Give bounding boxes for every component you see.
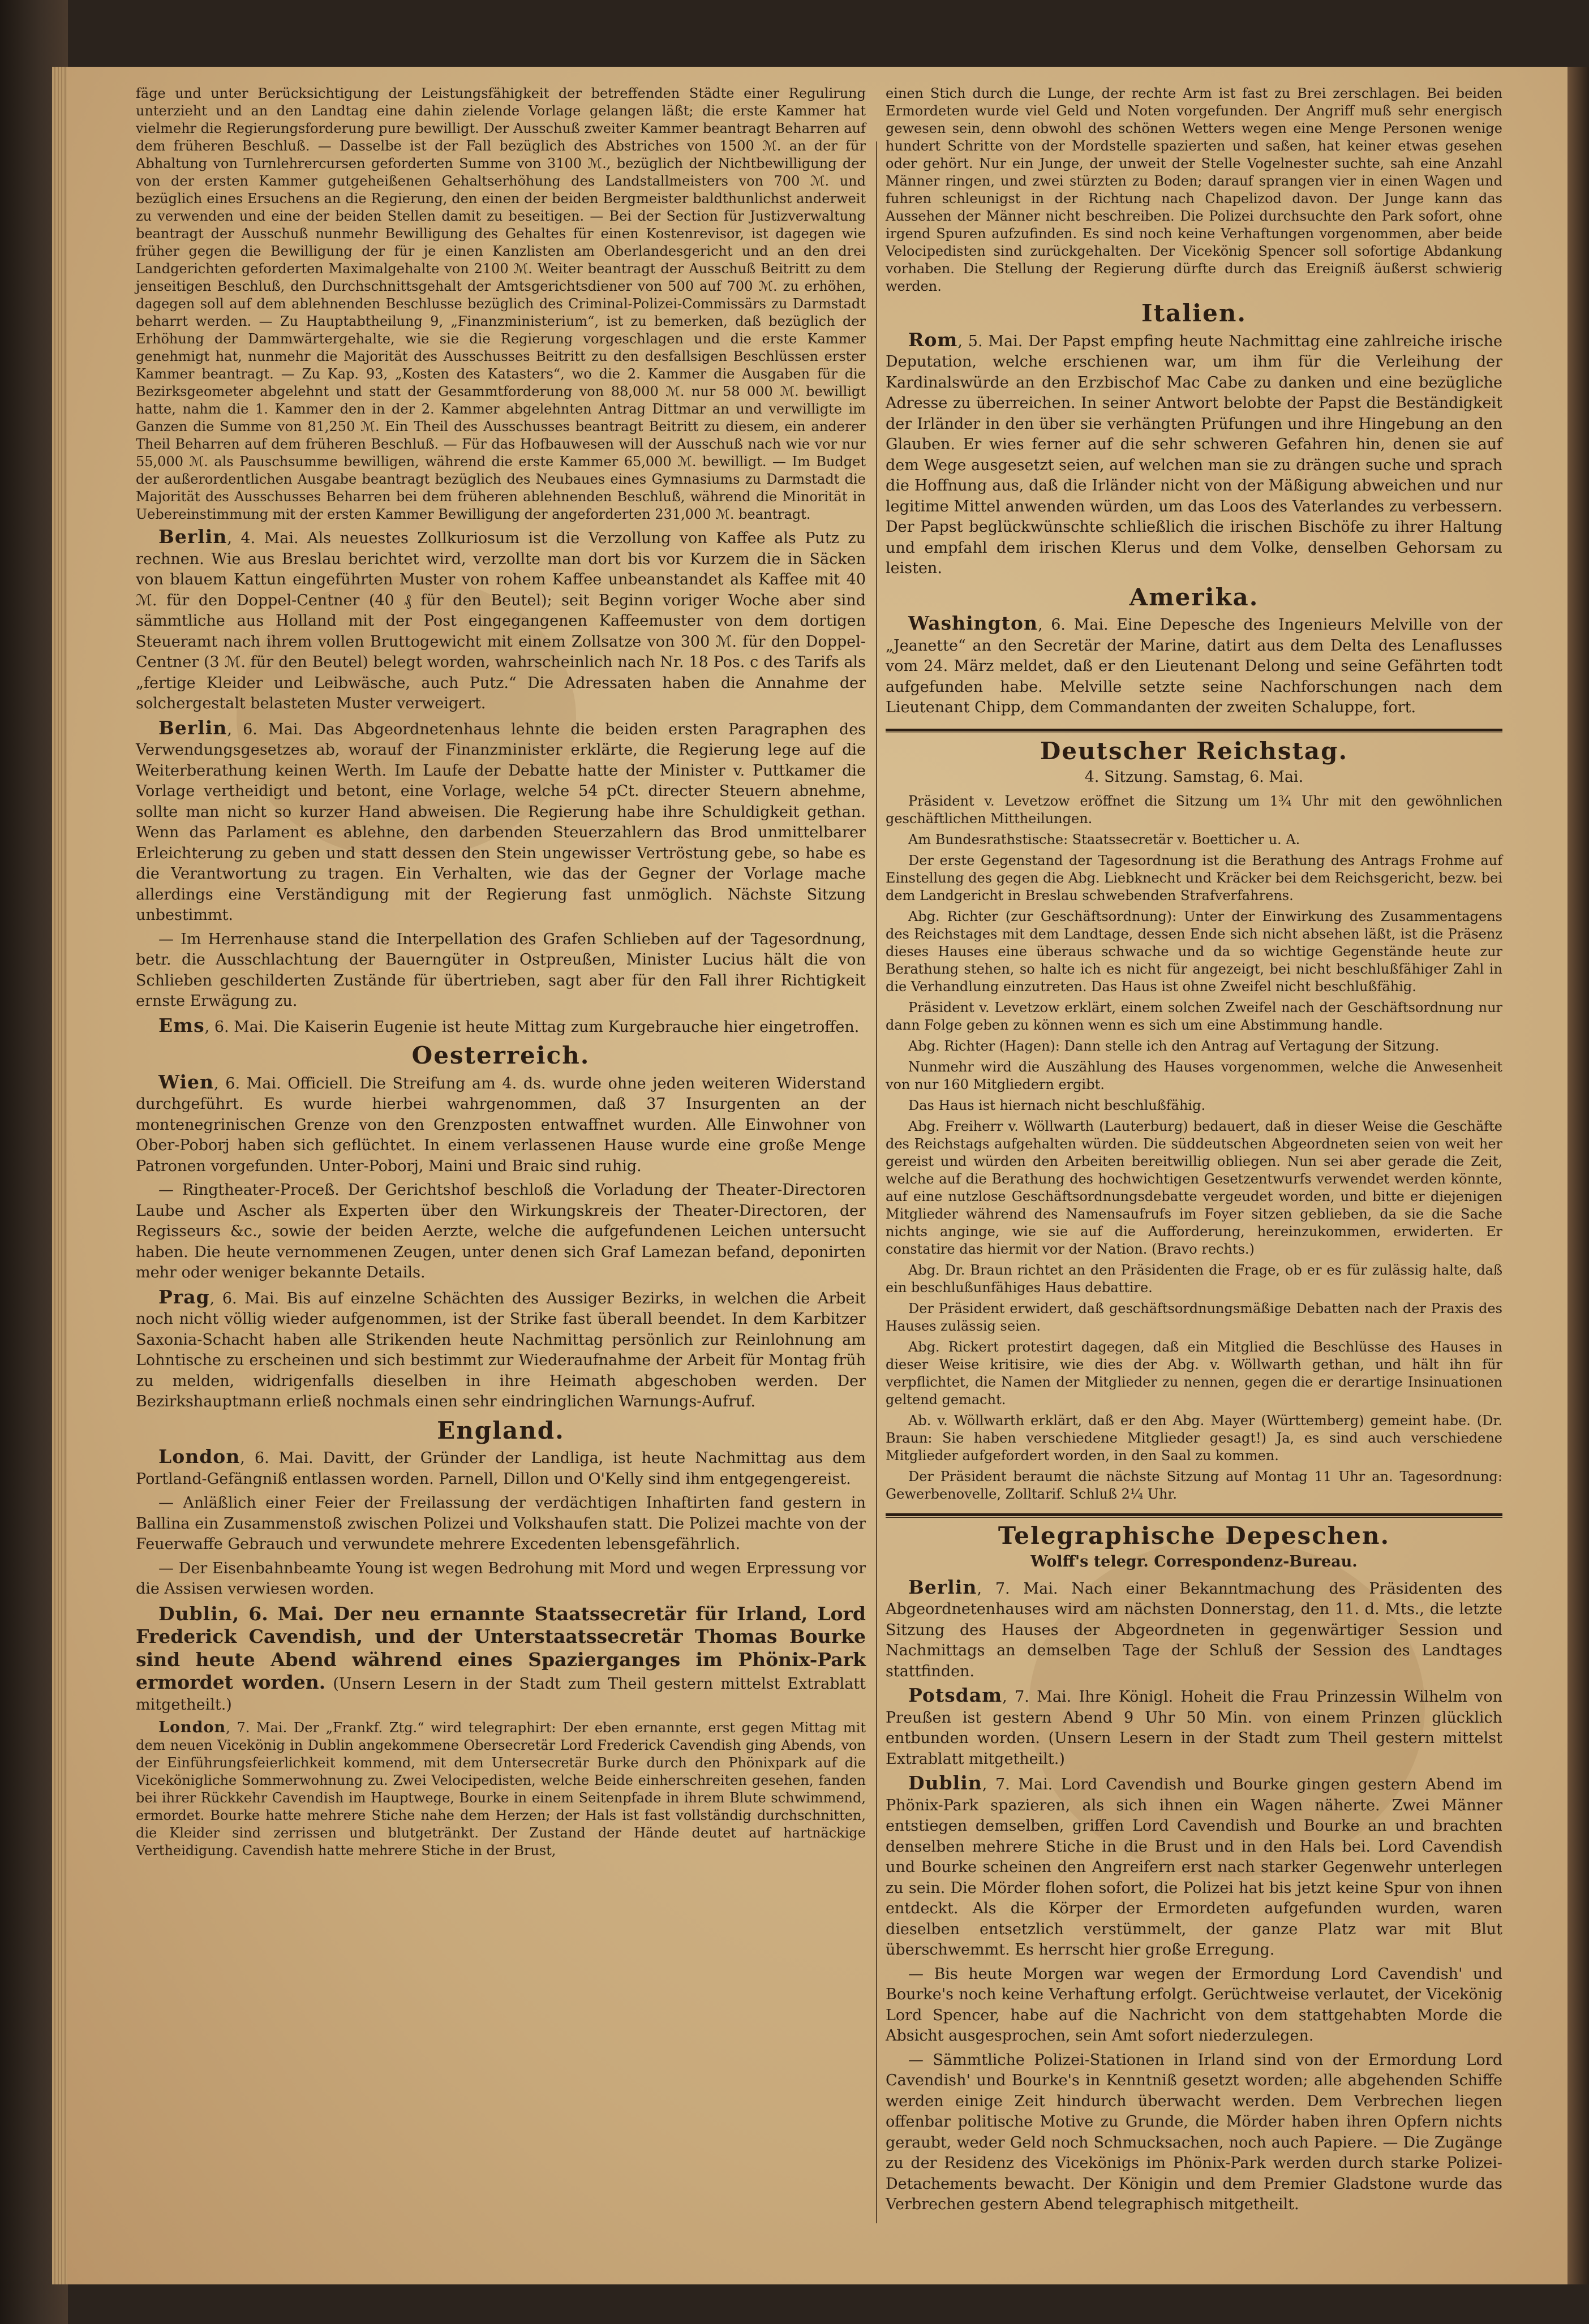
minutes-line: Abg. Freiherr v. Wöllwarth (Lauterburg) bedauert, daß in dieser Weise die Geschäfte des Reichstags aufgehalten würden. Die süddeutschen Abgeordneten seien von weit her gereist und würden den Arbeiten bereitwillig obliegen. Nun sei aber gerade die Zeit, welche auf die Berathung des hochwichtigen Gesetzentwurfs verwendet werden könnte, auf eine nutzlose Geschäftsordnungsdebatte vergeudet worden, und bitte er diejenigen Mitglieder während des Namensaufrufs im Foyer sitzen geblieben, da sie die Sache nichts anginge, wie sie auf die Aufforderung, hereinzukommen, erwiderten. Er constatire das hiermit vor der Nation. (Bravo rechts.) — [886, 1118, 1502, 1257]
article-text: , 6. Mai. Eine Depesche des Ingenieurs Melville von der „Jeanette“ an den Secretär der Marine, datirt aus dem Delta des Lenaflusses vom 24. März meldet, daß er den Lieutenant Delong und seine Gefährten todt aufgefunden habe. Melville setzte seine Nachforschungen nach dem Lieutenant Chipp, dem Commandanten der zweiten Schaluppe, fort. — [886, 616, 1502, 716]
place-rom: Rom — [908, 328, 958, 351]
article-text: , 7. Mai. Ihre Königl. Hoheit die Frau Prinzessin Wilhelm von Preußen ist gestern Abend 9 Uhr 50 Min. von einem Prinzen glücklich entbunden worden. (Unsern Lesern in der Stadt zum Theil gestern mittelst Extrablatt mitgetheilt.) — [886, 1688, 1502, 1768]
article-text: , 6. Mai. Bis auf einzelne Schächten des Aussiger Bezirks, in welchen die Arbeit noch nicht völlig wieder aufgenommen, ist der Strike fast überall beendet. In dem Karbitzer Saxonia-Schacht haben alle Strikenden heute Nachmittag persönlich zur Reinlohnung am Lohntische zu erscheinen und sich bestimmt zur Wiederaufnahme der Arbeit für Montag früh zu melden, widrigenfalls dieselben in ihre Heimath abgeschoben werden. Der Bezirkshauptmann erließ nochmals einen sehr eindringlichen Warnungs-Aufruf. — [136, 1289, 866, 1410]
article-text: , 7. Mai. Lord Cavendish und Bourke gingen gestern Abend im Phönix-Park spazieren, als sich ihnen ein Wagen näherte. Zwei Männer entstiegen demselben, griffen Lord Cavendish und Bourke an und brachten denselben mehrere Stiche in die Brust und in den Hals bei. Lord Cavendish und Bourke scheinen den Angreifern erst nach starker Gegenwehr unterlegen zu sein. Die Mörder flohen sofort, die Polizei hat bis jetzt keine Spur von ihnen entdeckt. Als die Körper der Ermordeten aufgefunden wurden, waren dieselben entsetzlich verstümmelt, der ganze Platz war mit Blut überschwemmt. Es herrscht hier große Erregung. — [886, 1776, 1502, 1959]
place-wien: Wien — [158, 1070, 214, 1093]
minutes-line: Der erste Gegenstand der Tagesordnung ist die Berathung des Antrags Frohme auf Einstellung des gegen die Abg. Liebknecht und Kräcker bei dem Reichsgericht, bezw. bei dem Landgericht in Breslau schwebenden Strafverfahrens. — [886, 852, 1502, 903]
article-text: , 7. Mai. Nach einer Bekanntmachung des Präsidenten des Abgeordnetenhauses wird am nächsten Donnerstag, den 11. d. Mts., die letzte Sitzung des Hauses der Abgeordneten in gegenwärtiger Session und Nachmittags an demselben Tage der Schluß der Session des Landtages stattfinden. — [886, 1580, 1502, 1680]
place-washington: Washington — [908, 612, 1038, 634]
section-heading-england: England. — [437, 1416, 565, 1444]
article-london-6-mai — [136, 1447, 866, 1490]
continuation-paragraph: einen Stich durch die Lunge, der rechte Arm ist fast zu Brei zerschlagen. Bei beiden Ermordeten wurde viel Geld und Noten vorgefunden. Der Angriff muß sehr energisch gewesen sein, denn obwohl des schönen Wetters wegen eine Menge Personen wenige hundert Schritte von der Mordstelle spazierten und saßen, hat keiner etwas gesehen oder gehört. Nur ein Junge, der unweit der Stelle Vogelnester suchte, sah eine Anzahl Männer ringen, und zwei stürzten zu Boden; darauf sprangen vier in einen Wagen und fuhren schleunigst in der Richtung nach Chapelizod davon. Der Junge kann das Aussehen der Männer nicht beschreiben. Die Polizei durchsuchte den Park sofort, ohne irgend Spuren aufzufinden. Es sind noch keine Verhaftungen vorgenommen, aber beide Velocipedisten sind zurückgehalten. Der Vicekönig Spencer soll sofortige Abdankung vorhaben. Die Stellung der Regierung dürfte durch das Ereigniß äußerst schwierig werden. — [886, 85, 1502, 294]
place-berlin: Berlin — [158, 526, 227, 548]
section-rule — [886, 1513, 1502, 1518]
headline-murder: , 6. Mai. Der neu ernannte Staatssecretär für Irland, Lord Frederick Cavendish, und der Unterstaatssecretär Thomas Bourke sind heute Abend während eines Spazierganges im Phönix-Park ermordet worden. — [136, 1602, 866, 1693]
dublin-continuation — [886, 85, 1502, 295]
article-wien — [136, 1072, 866, 1177]
minutes-line: Ab. v. Wöllwarth erklärt, daß er den Abg. Mayer (Württemberg) gemeint habe. (Dr. Braun: Sie haben verschiedene Mitglieder gesagt!) Ja, es sind auch verschiedene Mitglieder aufgefordert worden, in den Saal zu kommen. — [886, 1412, 1502, 1464]
left-column — [136, 85, 866, 1863]
minutes-line: Am Bundesrathstische: Staatssecretär v. Boetticher u. A. — [908, 831, 1300, 847]
minutes-line: Abg. Richter (Hagen): Dann stelle ich den Antrag auf Vertagung der Sitzung. — [908, 1038, 1440, 1054]
session-subheading: 4. Sitzung. Samstag, 6. Mai. — [1084, 768, 1304, 786]
place-potsdam: Potsdam — [908, 1684, 1003, 1706]
budget-paragraph: fäge und unter Berücksichtigung der Leistungsfähigkeit der betreffenden Städte einer Regulirung unterzieht und an den Landtag eine dahin zielende Vorlage gelangen läßt; die erste Kammer hat vielmehr die Regierungsforderung pure bewilligt. Der Ausschuß zweiter Kammer beantragt Beharren auf dem früheren Beschluß. — Dasselbe ist der Fall bezüglich des Abstriches von 1500 ℳ. an der für Abhaltung von Turnlehrercursen geforderten Summe von 3100 ℳ., bezüglich der Nichtbewilligung der von der ersten Kammer gutgeheißenen Gehaltserhöhung des Landstallmeisters von 700 ℳ. und bezüglich eines Ersuchens an die Regierung, den einen der beiden Bergmeister baldthunlichst anderweit zu verwenden und eine der beiden Stellen damit zu beseitigen. — Bei der Section für Justizverwaltung beantragt der Ausschuß nunmehr Bewilligung des Gehaltes für einen Kostenrevisor, ist dagegen wie früher gegen die Bewilligung der für je einen Kanzlisten am Oberlandesgericht und an den drei Landgerichten geforderten Maximalgehalte von 2100 ℳ. Weiter beantragt der Ausschuß Beitritt zu dem jenseitigen Beschluß, den Durchschnittsgehalt der Amtsgerichtsdiener von 500 auf 700 ℳ. zu erhöhen, dagegen soll auf dem ablehnenden Beschlusse bezüglich des Criminal-Polizei-Commissärs zu Darmstadt beharrt werden. — Zu Hauptabtheilung 9, „Finanzministerium“, ist zu bemerken, daß bezüglich der Erhöhung der Dammwärtergehalte, wie sie die Regierung vorgeschlagen und die erste Kammer genehmigt hat, nunmehr die Majorität des Ausschusses Beitritt zu den desfallsigen Beschlüssen erster Kammer beantragt. — Zu Kap. 93, „Kosten des Katasters“, wo die 2. Kammer die Ausgaben für die Bezirksgeometer abgelehnt und statt der Gesammtforderung von 88,000 ℳ. nur 58 000 ℳ. bewilligt hatte, nahm die 1. Kammer den in der 2. Kammer abgelehnten Antrag Dittmar an und verwilligte im Ganzen die Summe von 81,250 ℳ. Ein Theil des Ausschusses beantragt Beitritt zu diesem, ein anderer Theil Beharren auf dem früheren Beschluß. — Für das Hofbauwesen will der Ausschuß nach wie vor nur 55,000 ℳ. als Pauschsumme bewilligen, während die erste Kammer 65,000 ℳ. bewilligt. — Im Budget der außerordentlichen Ausgabe beantragt bezüglich des Neubaues eines Gymnasiums zu Darmstadt die Majorität des Ausschusses Beharren bei dem früheren ablehnenden Beschluß, während die Minorität in Uebereinstimmung mit der ersten Kammer Bewilligung der angeforderten 231,000 ℳ. beantragt. — [136, 85, 866, 522]
article-text: , 6. Mai. Das Abgeordnetenhaus lehnte die beiden ersten Paragraphen des Verwendungsgesetzes ab, worauf der Finanzminister erklärte, die Regierung lege auf die Weiterberathung keinen Werth. Im Laufe der Debatte hatte der Minister v. Puttkamer die Vorlage vertheidigt und betont, eine Vorlage, welche 54 pCt. directer Steuern abnehme, sollte man nicht so kurzer Hand abweisen. Die Regierung habe ihre Schuldigkeit gethan. Wenn das Parlament es ablehne, den darbenden Steuerzahlern das Brod unmittelbarer Erleichterung zu geben und statt dessen den Stein ungewisser Vertröstung gebe, so habe es die Verantwortung zu tragen. Ein Verhalten, wie das der Gegner der Vorlage mache allerdings eine Verständigung mit der Regierung fast unmöglich. Nächste Sitzung unbestimmt. — [136, 720, 866, 924]
section-heading-reichstag: Deutscher Reichstag. — [1040, 737, 1348, 765]
article-washington — [886, 613, 1502, 718]
budget-article — [136, 85, 866, 523]
section-heading-telegraph: Telegraphische Depeschen. — [998, 1521, 1390, 1550]
bureau-subheading: Wolff's telegr. Correspondenz-Bureau. — [1030, 1553, 1358, 1570]
article-dublin-police: — Sämmtliche Polizei-Stationen in Irland sind von der Ermordung Lord Cavendish' und Bourke's in Kenntniß gesetzt worden; alle abgehenden Schiffe werden einige Zeit hindurch überwacht werden. Dem Verbrechen liegen offenbar politische Motive zu Grunde, die Mörder haben ihren Opfern nichts geraubt, weder Geld noch Schmucksachen, noch auch Papiere. — Die Zugänge zu der Residenz des Vicekönigs im Phönix-Park werden durch starke Polizei-Detachements bewacht. Der Königin und dem Premier Gladstone wurde das Verbrechen gestern Abend telegraphisch mitgetheilt. — [886, 2051, 1502, 2213]
reichstag-minutes — [886, 793, 1502, 1503]
article-ems — [136, 1015, 866, 1038]
article-ringtheater: — Ringtheater-Proceß. Der Gerichtshof beschloß die Vorladung der Theater-Directoren Laube und Ascher als Experten über den Wirkungskreis der Theater-Directoren, der Regisseurs &c., sowie der beiden Aerzte, welche die aufgefundenen Leichen untersucht haben. Die heute vernommenen Zeugen, unter denen sich Graf Lamezan befand, deponirten mehr oder weniger bekannte Details. — [136, 1181, 866, 1281]
minutes-line: Abg. Richter (zur Geschäftsordnung): Unter der Einwirkung des Zusammentagens des Reichstages mit dem Landtage, dessen Ende sich nicht absehen läßt, ist die Präsenz dieses Hauses eine überaus schwache und da so wichtige Gegenstände heute zur Berathung stehen, so halte ich es nicht für angezeigt, bei nicht beschlußfähiger Zahl in die Verhandlung einzutreten. Das Haus ist ohne Zweifel nicht beschlußfähig. — [886, 908, 1502, 995]
minutes-line: Der Präsident beraumt die nächste Sitzung auf Montag 11 Uhr an. Tagesordnung: Gewerbenovelle, Zolltarif. Schluß 2¼ Uhr. — [886, 1468, 1502, 1502]
article-ballina: — Anläßlich einer Feier der Freilassung der verdächtigen Inhaftirten fand gestern in Ballina ein Zusammenstoß zwischen Polizei und Volkshaufen statt. Die Polizei machte von der Feuerwaffe Gebrauch und verwundete mehrere Excedenten lebensgefährlich. — [136, 1494, 866, 1553]
place-berlin: Berlin — [908, 1576, 977, 1598]
article-text: , 6. Mai. Davitt, der Gründer der Landliga, ist heute Nachmittag aus dem Portland-Gefängniß entlassen worden. Parnell, Dillon und O'Kelly sind ihm entgegengereist. — [136, 1449, 866, 1488]
section-heading-oesterreich: Oesterreich. — [411, 1042, 590, 1069]
article-dublin-6-mai — [136, 1603, 866, 1716]
facing-page-edge — [1567, 67, 1589, 2284]
article-berlin-7-mai — [886, 1577, 1502, 1682]
article-text: , 6. Mai. Officiell. Die Streifung am 4. ds. wurde ohne jeden weiteren Widerstand durchgeführt. Es wurde hierbei wahrgenommen, daß 37 Insurgenten an der montenegrinischen Grenze von den Grenzposten entwaffnet wurden. Alle Einwohner von Ober-Poborj haben sich geflüchtet. In einem verlassenen Hause wurde eine große Menge Patronen vorgefunden. Unter-Poborj, Maini und Braic sind ruhig. — [136, 1074, 866, 1175]
article-young: — Der Eisenbahnbeamte Young ist wegen Bedrohung mit Mord und wegen Erpressung vor die Assisen verwiesen worden. — [136, 1559, 866, 1598]
article-berlin-4-mai — [136, 527, 866, 715]
minutes-line: Abg. Dr. Braun richtet an den Präsidenten die Frage, ob er es für zulässig halte, daß ein beschlußunfähiges Haus debattire. — [886, 1262, 1502, 1296]
place-london: London — [158, 1719, 226, 1736]
article-text: (Unsern Lesern in der Stadt zum Theil gestern mittelst Extrablatt mitgetheilt.) — [136, 1675, 866, 1714]
article-berlin-6-mai — [136, 718, 866, 926]
article-prag — [136, 1287, 866, 1413]
article-dublin-7-mai — [886, 1773, 1502, 1961]
place-london: London — [158, 1445, 241, 1467]
article-text: , 6. Mai. Die Kaiserin Eugenie ist heute Mittag zum Kurgebrauche hier eingetroffen. — [204, 1018, 860, 1036]
article-rom — [886, 330, 1502, 579]
place-ems: Ems — [158, 1014, 205, 1036]
right-column — [886, 85, 1502, 2219]
minutes-line: Präsident v. Levetzow erklärt, einem solchen Zweifel nach der Geschäftsordnung nur dann Folge geben zu können wenn es sich um eine Abstimmung handle. — [886, 999, 1502, 1033]
minutes-line: Präsident v. Levetzow eröffnet die Sitzung um 1¾ Uhr mit den gewöhnlichen geschäftlichen Mittheilungen. — [886, 793, 1502, 827]
article-london-7-mai — [136, 1719, 866, 1860]
section-rule — [886, 729, 1502, 733]
place-dublin: Dublin — [158, 1602, 233, 1625]
section-heading-italien: Italien. — [1141, 299, 1247, 327]
section-heading-amerika: Amerika. — [1129, 583, 1259, 611]
minutes-line: Nunmehr wird die Auszählung des Hauses vorgenommen, welche die Anwesenheit von nur 160 Mitgliedern ergibt. — [886, 1058, 1502, 1092]
article-text: , 7. Mai. Der „Frankf. Ztg.“ wird telegraphirt: Der eben ernannte, erst gegen Mittag mit dem neuen Vicekönig in Dublin angekommene Obersecretär Lord Frederick Cavendish ging Abends, von der Einführungsfeierlichkeit kommend, mit dem Untersecretär Burke durch den Phönixpark auf die Vicekönigliche Sommerwohnung zu. Zwei Velocipedisten, welche Beide einherschreiten gesehen, fanden bei ihrer Rückkehr Cavendish im Hauptwege, Bourke in einem Seitenpfade in ihrem Blute schwimmend, ermordet. Bourke hatte mehrere Stiche nahe dem Herzen; der Hals ist fast vollständig durchschnitten, die Kleider sind zerrissen und blutgetränkt. Der Zustand der Hände deutet auf hartnäckige Vertheidigung. Cavendish hatte mehrere Stiche in der Brust, — [136, 1720, 866, 1858]
column-divider — [876, 141, 877, 2223]
minutes-line: Das Haus ist hiernach nicht beschlußfähig. — [908, 1097, 1206, 1113]
article-text: , 4. Mai. Als neuestes Zollkuriosum ist die Verzollung von Kaffee als Putz zu rechnen. Wie aus Breslau berichtet wird, verzollte man dort bis vor Kurzem die in Säcken von blauem Kattun eingeführten Muster von rohem Kaffee unbeanstandet als Kaffee mit 40 ℳ. für den Doppel-Centner (40 ₰ für den Beutel); seit Beginn voriger Woche aber sind sämmtliche aus Holland mit der Post eingegangenen Kaffeemuster von dem dortigen Steueramt nach ihrem vollen Bruttogewicht mit einem Zollsatze von 300 ℳ. für den Doppel-Centner (3 ℳ. für den Beutel) belegt worden, wahrscheinlich nach Nr. 18 Pos. c des Tarifs als „fertige Kleider und Leibwäsche, auch Putz.“ Die Adressaten haben die Annahme der solchergestalt belasteten Muster verweigert. — [136, 530, 866, 712]
place-dublin: Dublin — [908, 1772, 982, 1794]
place-berlin: Berlin — [158, 716, 227, 739]
article-potsdam — [886, 1685, 1502, 1770]
minutes-line: Abg. Rickert protestirt dagegen, daß ein Mitglied die Beschlüsse des Hauses in dieser Weise kritisire, wie dies der Abg. v. Wöllwarth gethan, und hält ihn für verpflichtet, die Namen der Mitglieder zu nennen, gegen die er derartige Insinuationen geltend gemacht. — [886, 1339, 1502, 1408]
article-herrenhaus: — Im Herrenhause stand die Interpellation des Grafen Schlieben auf der Tagesordnung, betr. die Ausschlachtung der Bauerngüter in Ostpreußen, Minister Lucius hält die von Schlieben geschilderten Zustände für übertrieben, sagt aber für den Fall ihrer Richtigkeit ernste Erwägung zu. — [136, 930, 866, 1010]
article-text: , 5. Mai. Der Papst empfing heute Nachmittag eine zahlreiche irische Deputation, welche erschienen war, um ihm für die Verleihung der Kardinalswürde an den Erzbischof Mac Cabe zu danken und eine bezügliche Adresse zu überreichen. In seiner Antwort belobte der Papst die Beständigkeit der Irländer in den über sie verhängten Prüfungen und ihre Hingebung an den Glauben. Er wies ferner auf die sehr schweren Gefahren hin, denen sie auf dem Wege ausgesetzt seien, auf welchen man sie zu drängen suche und sprach die Hoffnung aus, daß die Irländer nicht von der Mäßigung abweichen und nur legitime Mittel anwenden würden, um das Loos des Vaterlandes zu verbessern. Der Papst beglückwünschte schließlich die irischen Bischöfe zu ihrer Haltung und empfahl dem irischen Klerus und dem Volke, denselben Gehorsam zu leisten. — [886, 332, 1502, 577]
article-dublin-arrests: — Bis heute Morgen war wegen der Ermordung Lord Cavendish' und Bourke's noch keine Verhaftung erfolgt. Gerüchtweise verlautet, der Vicekönig Lord Spencer, habe auf die Nachricht von dem stattgehabten Morde die Absicht ausgesprochen, sein Amt sofort niederzulegen. — [886, 1965, 1502, 2045]
place-prag: Prag — [158, 1285, 210, 1308]
minutes-line: Der Präsident erwidert, daß geschäftsordnungsmäßige Debatten nach der Praxis des Hauses zulässig seien. — [886, 1300, 1502, 1334]
